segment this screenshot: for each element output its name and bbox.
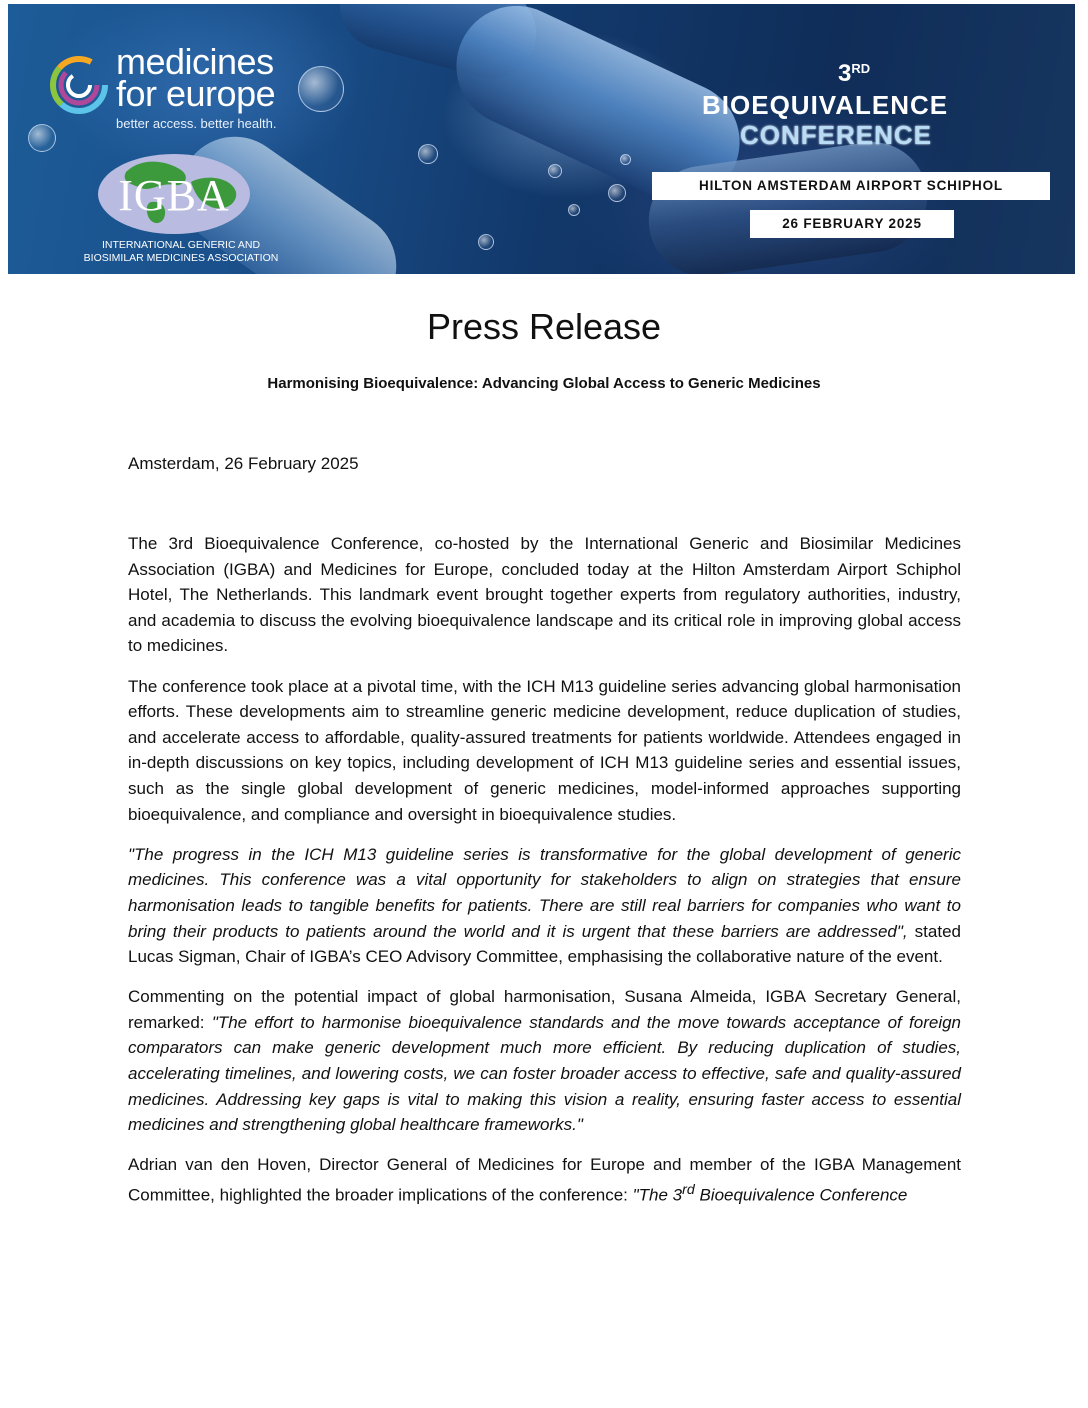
igba-full-name-line: INTERNATIONAL GENERIC AND xyxy=(101,239,261,251)
paragraph: The 3rd Bioequivalence Conference, co-hosted by the International Generic and Biosimilar Medicines Association (IGBA) and Medicines for Europe, concluded today at the Hilton Amsterdam Airport Schiphol Hotel, The Netherlands. This landmark event brought together experts from regulatory authorities, industry, and academia to discuss the evolving bioequivalence landscape and its critical role in improving global access to medicines. xyxy=(128,534,961,656)
edition-number: 3 xyxy=(838,60,852,87)
paragraph xyxy=(128,984,961,1138)
page-subtitle: Harmonising Bioequivalence: Advancing Global Access to Generic Medicines xyxy=(267,375,821,392)
bubble xyxy=(568,204,580,216)
dateline: Amsterdam, 26 February 2025 xyxy=(128,454,359,473)
bubble xyxy=(478,234,494,250)
quote: Bioequivalence Conference xyxy=(694,1185,908,1205)
conference-title: BIOEQUIVALENCE xyxy=(702,90,949,120)
conference-date: 26 FEBRUARY 2025 xyxy=(750,210,954,238)
quote: "The 3 xyxy=(632,1185,683,1205)
attribution: stated Lucas Sigman, Chair of IGBA’s CEO Advisory Committee, emphasising the collaborative nature of the event. xyxy=(128,921,961,967)
igba-logo xyxy=(76,152,316,272)
conference-title: CONFERENCE xyxy=(740,120,933,150)
logo-tagline: better access. better health. xyxy=(116,116,277,131)
bubble xyxy=(418,144,438,164)
conference-venue: HILTON AMSTERDAM AIRPORT SCHIPHOL xyxy=(652,172,1050,200)
igba-full-name xyxy=(76,239,286,265)
conference-edition xyxy=(838,60,870,88)
paragraph xyxy=(128,842,961,970)
igba-full-name-line: BIOSIMILAR MEDICINES ASSOCIATION xyxy=(83,252,279,264)
press-release-body xyxy=(128,531,961,1223)
bubble xyxy=(548,164,562,178)
quote-superscript: rd xyxy=(682,1182,695,1199)
medicines-for-europe-mark-icon xyxy=(50,56,108,114)
page-title: Press Release xyxy=(426,306,662,347)
conference-banner xyxy=(8,4,1075,274)
paragraph xyxy=(128,1152,961,1208)
bubble xyxy=(608,184,626,202)
attribution: Adrian van den Hoven, Director General of Medicines for Europe and member of the IGBA Management Committee, highlighted the broader implications of the conference: xyxy=(128,1155,961,1205)
quote: "The effort to harmonise bioequivalence standards and the move towards acceptance of foreign comparators can make generic development much more efficient. By reducing duplication of studies, accelerating timelines, and lowering costs, we can foster broader access to effective, safe and quality-assured medicines. Addressing key gaps is vital to making this vision a reality, ensuring faster access to essential medicines and strengthening global healthcare frameworks." xyxy=(128,1012,962,1135)
medicines-for-europe-logo xyxy=(50,41,350,134)
logo-text: for europe xyxy=(116,73,276,114)
bubble xyxy=(620,154,631,165)
paragraph: The conference took place at a pivotal time, with the ICH M13 guideline series advancing global harmonisation efforts. These developments aim to streamline generic medicine development, reduce duplication of studies, and accelerate access to affordable, quality-assured treatments for patients worldwide. Attendees engaged in in-depth discussions on key topics, including development of ICH M13 guideline series and essential issues, such as the single global development of generic medicines, model-informed approaches supporting bioequivalence, and compliance and oversight in bioequivalence studies. xyxy=(128,676,961,824)
attribution: Commenting on the potential impact of global harmonisation, Susana Almeida, IGBA Secretary General, remarked: xyxy=(128,987,961,1032)
edition-suffix: RD xyxy=(851,61,871,76)
quote: "The progress in the ICH M13 guideline series is transformative for the global development of generic medicines. This conference was a vital opportunity for stakeholders to align on strategies that ensure harmonisation leads to tangible benefits for patients. There are still real barriers for companies who want to bring their products to patients around the world and it is urgent that these barriers are addressed", xyxy=(128,844,961,941)
logo-text: medicines xyxy=(116,41,274,82)
igba-acronym: IGBA xyxy=(118,171,230,220)
